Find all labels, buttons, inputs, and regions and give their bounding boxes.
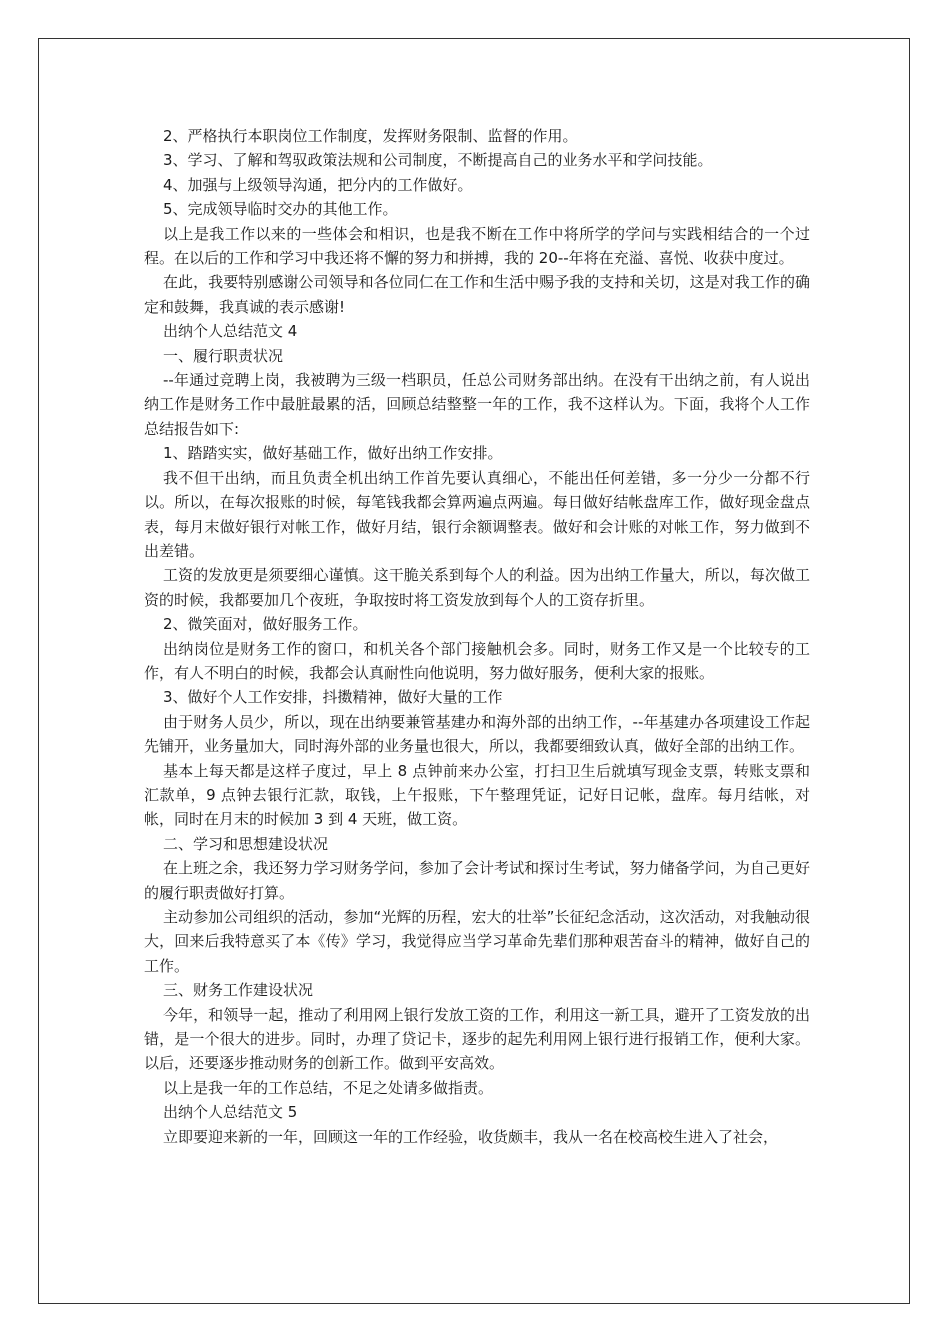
list-item: 2、严格执行本职岗位工作制度，发挥财务限制、监督的作用。 [163,127,578,145]
body-paragraph: 在此，我要特别感谢公司领导和各位同仁在工作和生活中赐予我的支持和关切，这是对我工作的确定和鼓舞，我真诚的表示感谢! [144,273,810,316]
list-item: 5、完成领导临时交办的其他工作。 [163,200,398,219]
body-paragraph: 立即要迎来新的一年，回顾这一年的工作经验，收货颇丰，我从一名在校高校生进入了社会， [163,1127,779,1146]
subsection-heading: 1、踏踏实实，做好基础工作，做好出纳工作安排。 [163,444,503,463]
body-paragraph: 今年，和领导一起，推动了利用网上银行发放工资的工作，利用这一新工具，避开了工资发放的出错，是一个很大的进步。同时，办理了贷记卡，逐步的起先利用网上银行进行报销工作，便利大家。以后，还要逐步推动财务的创新工作。做到平安高效。 [144,1005,810,1073]
section-heading: 三、财务工作建设状况 [163,981,314,1000]
body-paragraph: 以上是我工作以来的一些体会和相识，也是我不断在工作中将所学的学问与实践相结合的一个过程。在以后的工作和学习中我还将不懈的努力和拼搏，我的 20--年将在充溢、喜悦、收获中度过。 [144,224,810,268]
subsection-heading: 3、做好个人工作安排，抖擞精神，做好大量的工作 [163,688,503,707]
document-body [144,124,810,1149]
list-item: 3、学习、了解和驾驭政策法规和公司制度，不断提高自己的业务水平和学问技能。 [163,151,713,170]
section-title: 出纳个人总结范文 4 [163,322,298,341]
body-paragraph: --年通过竞聘上岗，我被聘为三级一档职员，任总公司财务部出纳。在没有干出纳之前，有人说出纳工作是财务工作中最脏最累的活，回顾总结整整一年的工作，我不这样认为。下面，我将个人工作总结报告如下: [144,371,810,438]
body-paragraph: 出纳岗位是财务工作的窗口，和机关各个部门接触机会多。同时，财务工作又是一个比较专的工作，有人不明白的时候，我都会认真耐性向他说明，努力做好服务，便利大家的报账。 [144,639,810,682]
body-paragraph: 工资的发放更是须要细心谨慎。这干脆关系到每个人的利益。因为出纳工作量大，所以，每次做工资的时候，我都要加几个夜班，争取按时将工资发放到每个人的工资存折里。 [144,566,810,609]
body-paragraph: 基本上每天都是这样子度过，早上 8 点钟前来办公室，打扫卫生后就填写现金支票，转账支票和汇款单，9 点钟去银行汇款，取钱，上午报账，下午整理凭证，记好日记帐，盘库。每月结帐，对帐，同时在月末的时候加 3 到 4 天班，做工资。 [144,761,810,829]
list-item: 4、加强与上级领导沟通，把分内的工作做好。 [163,175,473,194]
body-paragraph: 主动参加公司组织的活动，参加“光辉的历程，宏大的壮举”长征纪念活动，这次活动，对我触动很大，回来后我特意买了本《传》学习，我觉得应当学习革命先辈们那种艰苦奋斗的精神，做好自己的工作。 [144,908,810,975]
body-paragraph: 在上班之余，我还努力学习财务学问，参加了会计考试和探讨生考试，努力储备学问，为自己更好的履行职责做好打算。 [144,859,810,902]
subsection-heading: 2、微笑面对，做好服务工作。 [163,615,368,634]
body-paragraph: 由于财务人员少，所以，现在出纳要兼管基建办和海外部的出纳工作，--年基建办各项建设工作起先铺开，业务量加大，同时海外部的业务量也很大，所以，我都要细致认真，做好全部的出纳工作。 [144,712,810,756]
body-paragraph: 我不但干出纳，而且负责全机出纳工作首先要认真细心，不能出任何差错，多一分少一分都不行以。所以，在每次报账的时候，每笔钱我都会算两遍点两遍。每日做好结帐盘库工作，做好现金盘点表，每月末做好银行对帐工作，做好月结，银行余额调整表。做好和会计账的对帐工作，努力做到不出差错。 [144,468,810,560]
section-heading: 二、学习和思想建设状况 [163,834,329,853]
body-paragraph: 以上是我一年的工作总结，不足之处请多做指责。 [163,1078,494,1097]
section-heading: 一、履行职责状况 [163,346,284,365]
section-title: 出纳个人总结范文 5 [163,1103,298,1122]
